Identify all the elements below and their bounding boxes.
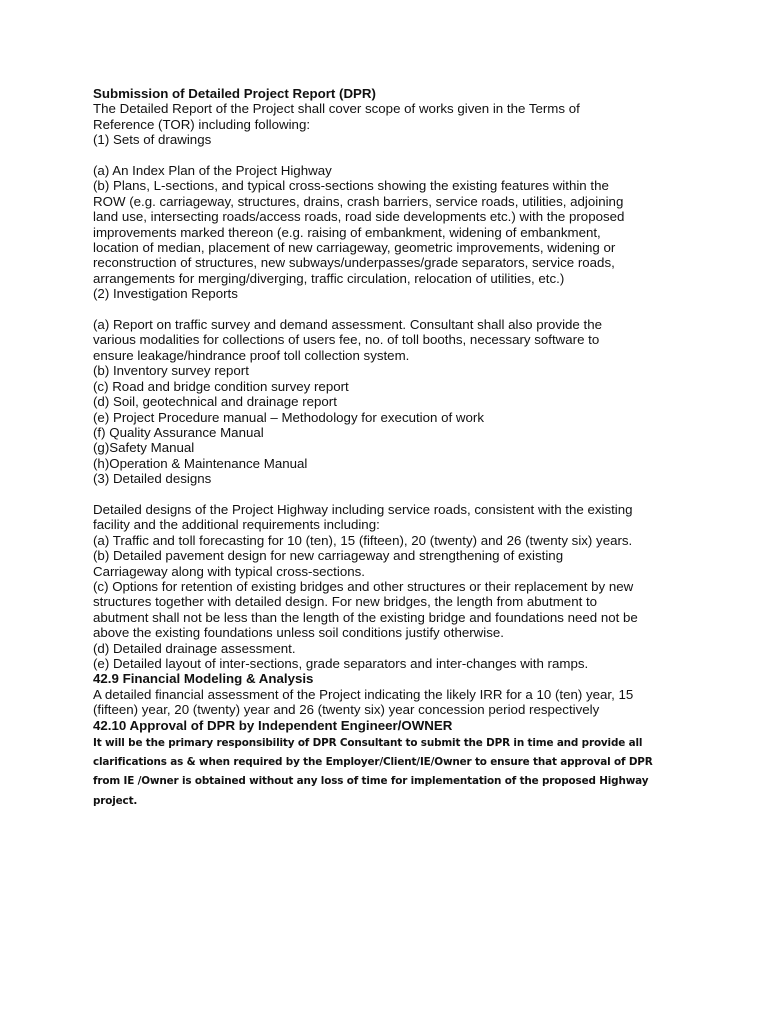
investigation-list [93, 317, 693, 486]
section-heading-financial: 42.9 Financial Modeling & Analysis [93, 671, 314, 687]
list-item: arrangements for merging/diverging, traffic circulation, relocation of utilities, etc.) [93, 270, 565, 286]
list-item: (2) Investigation Reports [93, 286, 238, 302]
list-item: (3) Detailed designs [93, 471, 212, 487]
text-line: The Detailed Report of the Project shall cover scope of works given in the Terms of [93, 101, 580, 117]
list-item: facility and the additional requirements including: [93, 517, 380, 533]
text-line: (1) Sets of drawings [93, 132, 212, 148]
text-line: A detailed financial assessment of the Project indicating the likely IRR for a 10 (ten) year, 15 [93, 686, 634, 702]
text-line: project. [93, 794, 138, 807]
text-line: clarifications as & when required by the Employer/Client/IE/Owner to ensure that approval of DPR [93, 756, 653, 769]
list-item: (h)Operation & Maintenance Manual [93, 455, 308, 471]
list-item: (b) Plans, L-sections, and typical cross-sections showing the existing features within the [93, 178, 609, 194]
list-item: (a) Report on traffic survey and demand assessment. Consultant shall also provide the [93, 317, 602, 333]
list-item: (d) Detailed drainage assessment. [93, 640, 296, 656]
approval-paragraph [93, 734, 693, 811]
text-line: It will be the primary responsibility of DPR Consultant to submit the DPR in time and provide all [93, 737, 643, 750]
list-item: various modalities for collections of users fee, no. of toll booths, necessary software to [93, 332, 600, 348]
designs-list [93, 502, 693, 671]
list-item: (a) An Index Plan of the Project Highway [93, 163, 332, 179]
list-item: (c) Road and bridge condition survey report [93, 378, 349, 394]
list-item: reconstruction of structures, new subways/underpasses/grade separators, service roads, [93, 255, 615, 271]
list-item: ROW (e.g. carriageway, structures, drains, crash barriers, service roads, utilities, adjoining [93, 193, 624, 209]
paragraph-gap [93, 302, 693, 317]
paragraph-gap [93, 487, 693, 502]
list-item: structures together with detailed design. For new bridges, the length from abutment to [93, 594, 598, 610]
list-item: abutment shall not be less than the length of the existing bridge and foundations need not be [93, 609, 638, 625]
list-item: improvements marked thereon (e.g. raising of embankment, widening of embankment, [93, 224, 601, 240]
paragraph-gap [93, 148, 693, 163]
text-line: from IE /Owner is obtained without any loss of time for implementation of the proposed Highway [93, 775, 649, 788]
list-item: ensure leakage/hindrance proof toll collection system. [93, 347, 410, 363]
list-item: (b) Inventory survey report [93, 363, 249, 379]
list-item: Carriageway along with typical cross-sections. [93, 563, 365, 579]
list-item: (d) Soil, geotechnical and drainage report [93, 394, 337, 410]
list-item: (f) Quality Assurance Manual [93, 424, 264, 440]
section-heading-approval: 42.10 Approval of DPR by Independent Engineer/OWNER [93, 717, 453, 733]
intro-paragraph [93, 101, 693, 147]
list-item: (e) Project Procedure manual – Methodology for execution of work [93, 409, 484, 425]
financial-paragraph [93, 687, 693, 718]
list-item: location of median, placement of new carriageway, geometric improvements, widening or [93, 240, 616, 256]
list-item: (b) Detailed pavement design for new carriageway and strengthening of existing [93, 548, 564, 564]
drawings-list [93, 163, 693, 302]
list-item: land use, intersecting roads/access roads, road side developments etc.) with the proposed [93, 209, 625, 225]
list-item: (c) Options for retention of existing bridges and other structures or their replacement by new [93, 578, 634, 594]
text-line: (fifteen) year, 20 (twenty) year and 26 (twenty six) year concession period respectively [93, 702, 600, 718]
list-item: Detailed designs of the Project Highway including service roads, consistent with the existing [93, 501, 633, 517]
list-item: (g)Safety Manual [93, 440, 195, 456]
list-item: (a) Traffic and toll forecasting for 10 (ten), 15 (fifteen), 20 (twenty) and 26 (twenty six) years. [93, 532, 633, 548]
section-heading-dpr: Submission of Detailed Project Report (DPR) [93, 86, 376, 101]
text-line: Reference (TOR) including following: [93, 116, 311, 132]
list-item: above the existing foundations unless soil conditions justify otherwise. [93, 625, 504, 641]
document-page [93, 86, 693, 811]
list-item: (e) Detailed layout of inter-sections, grade separators and inter-changes with ramps. [93, 655, 589, 671]
